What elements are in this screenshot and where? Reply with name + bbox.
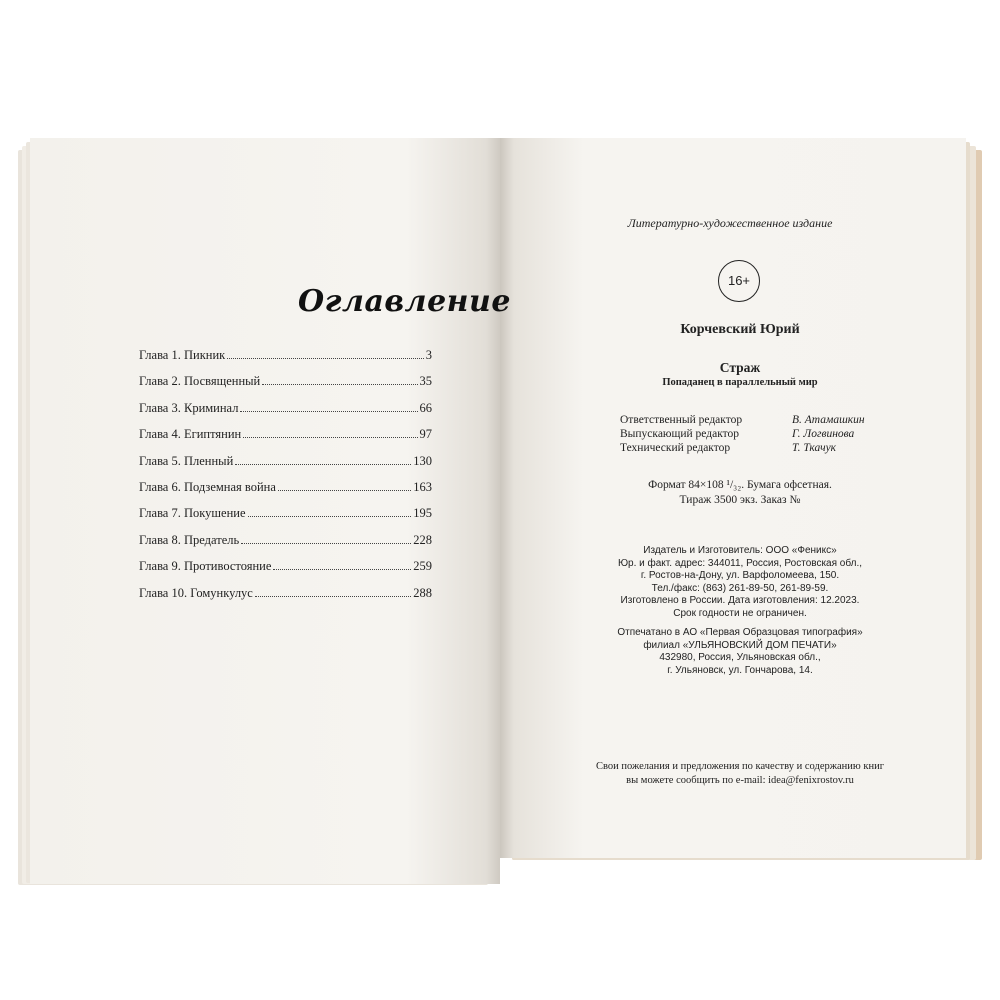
toc-entry-title: Глава 7. Покушение <box>139 506 246 521</box>
printer-line: Отпечатано в АО «Первая Образцовая типография» <box>617 627 863 638</box>
contact-info <box>580 760 900 788</box>
print-format <box>600 478 880 508</box>
toc-entry-title: Глава 8. Предатель <box>139 532 240 547</box>
printer-info <box>590 627 890 677</box>
editor-name: В. Атамашкин <box>792 414 865 426</box>
contact-line: Свои пожелания и предложения по качеству и содержанию книг <box>595 761 884 772</box>
printer-line: 432980, Россия, Ульяновская обл., <box>659 652 821 664</box>
toc-entry-page: 130 <box>413 453 432 468</box>
leader-dots <box>241 543 411 544</box>
book-subtitle: Попаданец в параллельный мир <box>662 377 818 388</box>
printer-line: г. Ульяновск, ул. Гончарова, 14. <box>667 664 813 676</box>
toc-entry-title: Глава 4. Египтянин <box>139 427 242 442</box>
editor-name: Г. Логвинова <box>792 428 855 440</box>
toc-entry <box>139 427 432 453</box>
publisher-line: Издатель и Изготовитель: ООО «Феникс» <box>643 545 837 556</box>
toc-entry-page: 195 <box>413 506 432 521</box>
contact-line: вы можете сообщить по e-mail: idea@fenixrostov.ru <box>626 775 854 786</box>
toc-entry-page: 66 <box>419 400 432 415</box>
toc-title: Оглавление <box>298 284 511 319</box>
toc-entry-title: Глава 2. Посвященный <box>139 374 261 389</box>
toc-entry <box>139 506 432 532</box>
toc-entry <box>139 586 432 612</box>
toc-entry <box>139 374 432 400</box>
toc-entry <box>139 559 432 585</box>
manufacture-line: Срок годности не ограничен. <box>673 607 807 619</box>
toc-entry-page: 288 <box>413 585 432 600</box>
toc-entry-page: 259 <box>413 559 432 574</box>
leader-dots <box>278 490 411 491</box>
toc-entry-title: Глава 3. Криминал <box>139 400 239 415</box>
toc-entry <box>139 533 432 559</box>
manufacture-line: Изготовлено в России. Дата изготовления: 12.2023. <box>620 595 860 606</box>
editor-role: Ответственный редактор <box>620 414 743 426</box>
editor-role: Выпускающий редактор <box>620 428 740 440</box>
leader-dots <box>262 384 417 385</box>
editors-list <box>620 414 880 456</box>
toc-list <box>139 348 432 612</box>
leader-dots <box>240 411 417 412</box>
leader-dots <box>235 464 411 465</box>
toc-entry <box>139 401 432 427</box>
publisher-info <box>600 545 880 595</box>
editor-role: Технический редактор <box>620 442 731 454</box>
publisher-line: г. Ростов-на-Дону, ул. Варфоломеева, 150. <box>640 570 840 582</box>
toc-entry <box>139 348 432 374</box>
printer-line: филиал «УЛЬЯНОВСКИЙ ДОМ ПЕЧАТИ» <box>643 639 837 651</box>
toc-entry-title: Глава 5. Пленный <box>139 453 234 468</box>
leader-dots <box>243 437 417 438</box>
toc-entry <box>139 480 432 506</box>
toc-entry-title: Глава 9. Противостояние <box>139 559 272 574</box>
toc-entry-page: 3 <box>425 348 432 362</box>
leader-dots <box>255 596 411 597</box>
editor-row <box>620 414 880 428</box>
toc-entry-page: 228 <box>413 532 432 547</box>
editor-name: Т. Ткачук <box>792 442 837 454</box>
editor-row <box>620 428 880 442</box>
toc-entry-page: 163 <box>413 479 432 494</box>
manufacture-info <box>600 595 880 620</box>
toc-entry-page: 35 <box>419 374 432 389</box>
circulation-line: Тираж 3500 экз. Заказ № <box>679 494 801 506</box>
toc-entry-page: 97 <box>419 427 432 442</box>
publisher-line: Юр. и факт. адрес: 344011, Россия, Ростовская обл., <box>617 557 863 569</box>
toc-entry-title: Глава 6. Подземная война <box>139 479 276 494</box>
book-title: Страж <box>719 360 761 375</box>
toc-entry-title: Глава 1. Пикник <box>139 348 226 362</box>
leader-dots <box>273 569 411 570</box>
format-line: Формат 84×108 ¹/₃₂. Бумага офсетная. <box>648 479 832 491</box>
toc-entry-title: Глава 10. Гомункулус <box>139 585 253 600</box>
editor-row <box>620 442 880 456</box>
leader-dots <box>248 516 412 517</box>
age-rating-badge: 16+ <box>718 260 760 302</box>
toc-entry <box>139 454 432 480</box>
leader-dots <box>227 358 424 359</box>
author-name: Корчевский Юрий <box>680 322 800 337</box>
edition-type: Литературно-художественное издание <box>627 216 833 230</box>
publisher-line: Тел./факс: (863) 261-89-50, 261-89-59. <box>651 582 829 594</box>
